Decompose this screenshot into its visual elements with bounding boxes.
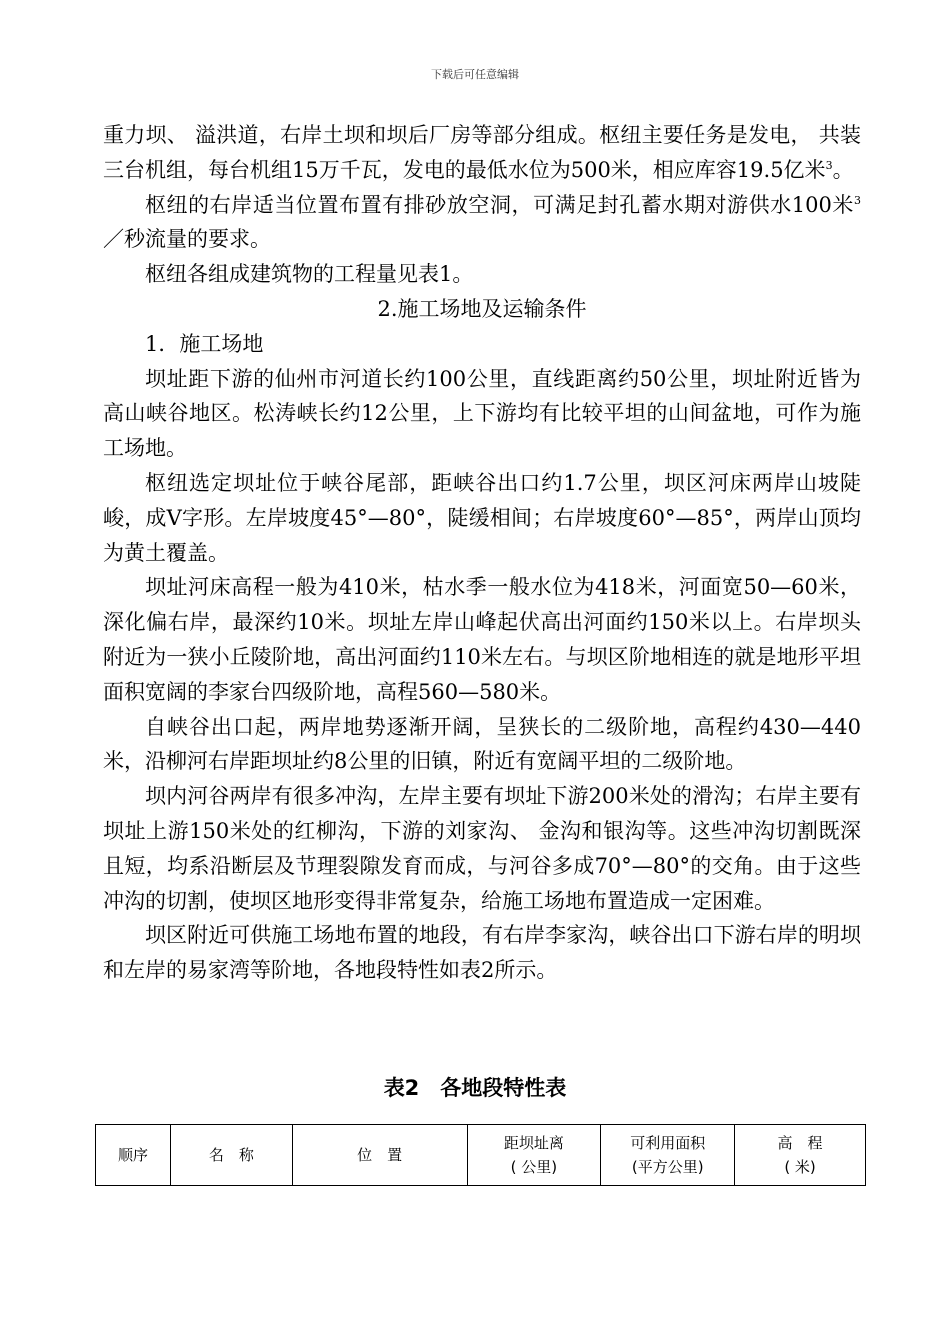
header-area: 可利用面积 (平方公里) (601, 1125, 735, 1186)
paragraph-6: 坝址河床高程一般为410米，枯水季一般水位为418米，河面宽50—60米，深化偏右岸，最深约10米。坝址左岸山峰起伏高出河面约150米以上。右岸坝头附近为一狭小丘陵阶地，高出河面约110米左右。与坝区阶地相连的就是地形平坦面积宽阔的李家台四级阶地，高程560—580米。 (103, 575, 861, 704)
table-header-row (96, 1125, 866, 1186)
paragraph-3: 枢纽各组成建筑物的工程量见表1。 (145, 262, 474, 287)
header-name: 名 称 (170, 1125, 292, 1186)
header-distance: 距坝址离 ( 公里) (467, 1125, 601, 1186)
table-title: 表2 各地段特性表 (383, 1076, 567, 1100)
document-body (103, 118, 861, 988)
paragraph-5: 枢纽选定坝址位于峡谷尾部，距峡谷出口约1.7公里，坝区河床两岸山坡陡峻，成V字形。左岸坡度45°—80°，陡缓相间；右岸坡度60°—85°，两岸山顶均为黄土覆盖。 (103, 470, 861, 565)
paragraph-8: 坝内河谷两岸有很多冲沟，左岸主要有坝址下游200米处的滑沟；右岸主要有坝址上游150米处的红柳沟，下游的刘家沟、 金沟和银沟等。这些冲沟切割既深且短，均系沿断层及节理裂隙发育而成，与河谷多成70°—80°的交角。由于这些冲沟的切割，使坝区地形变得非常复杂，给施工场地布置造成一定困难。 (103, 784, 861, 913)
header-location: 位 置 (292, 1125, 467, 1186)
header-order: 顺序 (96, 1125, 171, 1186)
paragraph-1: 重力坝、 溢洪道，右岸土坝和坝后厂房等部分组成。枢纽主要任务是发电， 共装三台机组，每台机组15万千瓦，发电的最低水位为500米，相应库容19.5亿米$^3$。 (103, 123, 861, 182)
section-heading: 2.施工场地及运输条件 (377, 296, 587, 321)
paragraph-2: 枢纽的右岸适当位置布置有排砂放空洞，可满足封孔蓄水期对游供水100米$^3$／秒流量的要求。 (103, 192, 861, 252)
header-elevation: 高 程 ( 米) (735, 1125, 866, 1186)
page-header: 下载后可任意编辑 (431, 68, 519, 81)
subsection-heading: 1．施工场地 (145, 331, 264, 356)
paragraph-7: 自峡谷出口起，两岸地势逐渐开阔，呈狭长的二级阶地，高程约430—440米，沿柳河右岸距坝址约8公里的旧镇，附近有宽阔平坦的二级阶地。 (103, 714, 861, 774)
paragraph-4: 坝址距下游的仙州市河道长约100公里，直线距离约50公里，坝址附近皆为高山峡谷地区。松涛峡长约12公里，上下游均有比较平坦的山间盆地，可作为施工场地。 (103, 366, 861, 461)
site-characteristics-table (95, 1124, 866, 1186)
paragraph-9: 坝区附近可供施工场地布置的地段，有右岸李家沟，峡谷出口下游右岸的明坝和左岸的易家湾等阶地，各地段特性如表2所示。 (103, 923, 861, 983)
